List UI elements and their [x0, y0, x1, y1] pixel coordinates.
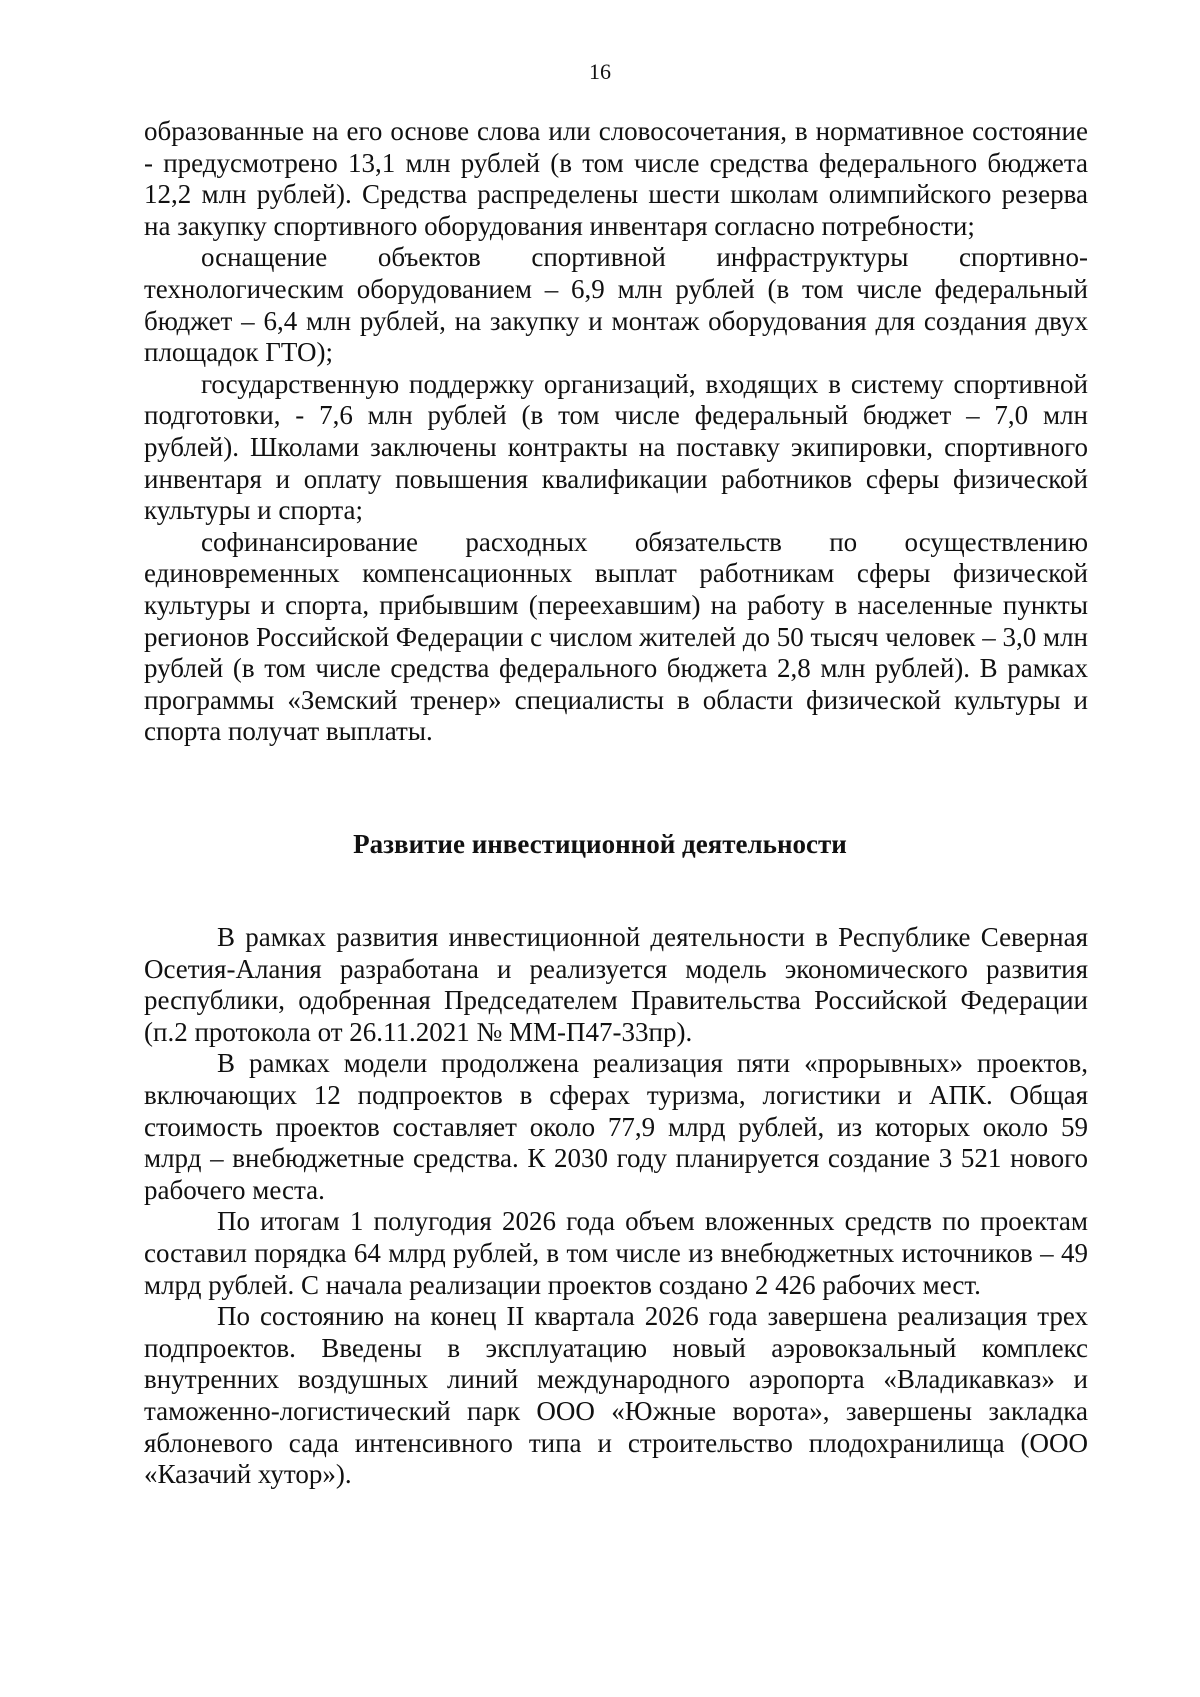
section-1-body	[144, 116, 1088, 748]
paragraph: государственную поддержку организаций, входящих в систему спортивной подготовки, - 7,6 млн рублей (в том числе федеральный бюджет – 7,0 млн рублей). Школами заключены контракты на поставку экипировки, спортивного инвентаря и оплату повышения квалификации работников сферы физической культуры и спорта;	[144, 368, 1088, 526]
paragraph: образованные на его основе слова или словосочетания, в нормативное состояние - предусмотрено 13,1 млн рублей (в том числе средства федерального бюджета 12,2 млн рублей). Средства распределены шести школам олимпийского резерва на закупку спортивного оборудования инвентаря согласно потребности;	[144, 116, 1088, 241]
paragraph: В рамках развития инвестиционной деятельности в Республике Северная Осетия-Алания разработана и реализуется модель экономического развития республики, одобренная Председателем Правительства Российской Федерации (п.2 протокола от 26.11.2021 № ММ-П47-33пр).	[144, 922, 1088, 1047]
paragraph: В рамках модели продолжена реализация пяти «прорывных» проектов, включающих 12 подпроектов в сферах туризма, логистики и АПК. Общая стоимость проектов составляет около 77,9 млрд рублей, из которых около 59 млрд – внебюджетные средства. К 2030 году планируется создание 3 521 нового рабочего места.	[144, 1048, 1088, 1205]
paragraph: По итогам 1 полугодия 2026 года объем вложенных средств по проектам составил порядка 64 млрд рублей, в том числе из внебюджетных источников – 49 млрд рублей. С начала реализации проектов создано 2 426 рабочих мест.	[144, 1206, 1088, 1300]
paragraph: софинансирование расходных обязательств по осуществлению единовременных компенсационных выплат работникам сферы физической культуры и спорта, прибывшим (переехавшим) на работу в населенные пункты регионов Российской Федерации с числом жителей до 50 тысяч человек – 3,0 млн рублей (в том числе средства федерального бюджета 2,8 млн рублей). В рамках программы «Земский тренер» специалисты в области физической культуры и спорта получат выплаты.	[144, 526, 1088, 747]
paragraph: По состоянию на конец II квартала 2026 года завершена реализация трех подпроектов. Введены в эксплуатацию новый аэровокзальный комплекс внутренних воздушных линий международного аэропорта «Владикавказ» и таможенно-логистический парк ООО «Южные ворота», завершены закладка яблоневого сада интенсивного типа и строительство плодохранилища (ООО «Казачий хутор»).	[144, 1301, 1088, 1490]
paragraph: оснащение объектов спортивной инфраструктуры спортивно-технологическим оборудованием – 6,9 млн рублей (в том числе федеральный бюджет – 6,4 млн рублей, на закупку и монтаж оборудования для создания двух площадок ГТО);	[144, 242, 1088, 368]
page-number: 16	[589, 59, 611, 84]
section-heading: Развитие инвестиционной деятельности	[353, 829, 847, 859]
section-2-body	[144, 922, 1088, 1491]
